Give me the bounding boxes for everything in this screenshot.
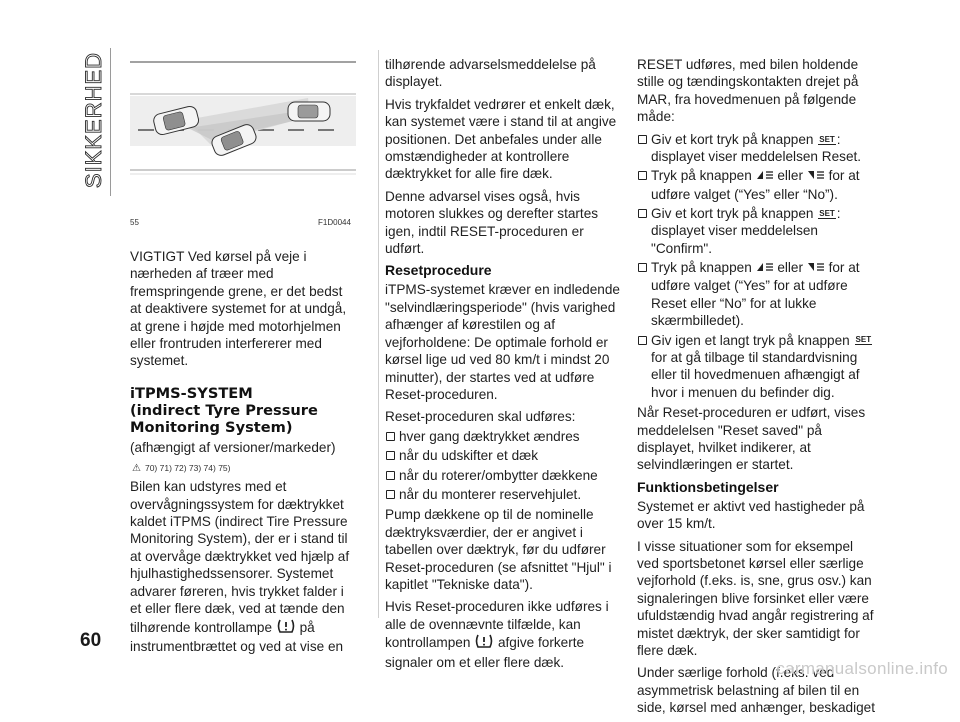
warning-triangle-icon: ⚠ [132,462,141,474]
set-button-icon: SET [855,335,872,345]
paragraph: Systemet er aktivt ved hastigheder på over 15 km/t. [637,498,865,532]
section-subtitle: (afhængigt af versioner/markeder) [130,439,336,455]
bullet-icon [386,471,395,480]
bullet-icon [386,451,395,460]
warning-notes: ⚠ 70) 71) 72) 73) 74) 75) [132,461,356,475]
column-1 [130,248,356,660]
paragraph: tilhørende advarselsmeddelelse på displayet. [385,57,596,90]
section-divider [110,48,111,196]
operating-conditions-heading: Funktionsbetingelser [637,478,779,495]
list-item: når du udskifter et dæk [385,447,621,464]
up-button-icon [756,260,774,277]
paragraph: Hvis Reset-proceduren ikke udføres i alle de ovennævnte tilfælde, kan kontrollampen afgive forkerte signaler om et eller flere dæk. [385,599,609,670]
paragraph: Pump dækkene op til de nominelle dæktryksværdier, der er angivet i tabellen over dæktryk, før du udfører Reset-proceduren (se afsnittet "Hjul" i kapitlet "Tekniske data"). [385,507,612,592]
up-button-icon [756,168,774,185]
road-illustration [130,52,356,217]
figure-number: 55 [130,218,139,227]
column-2 [385,56,621,676]
paragraph: I visse situationer som for eksempel ved sportsbetonet kørsel eller særlige vejforhold (f.eks. is, sne, grus osv.) kan signaleringen blive forsinket eller være ufuldstændig hvad angår registrering af mistet dæktryk, der sker samtidigt for flere dæk. [637,538,874,658]
tire-pressure-warning-icon [474,633,494,653]
section-heading: iTPMS-SYSTEM (indirect Tyre Pressure Monitoring System) [130,384,318,436]
list-item: når du monterer reservehjulet. [385,486,621,503]
paragraph: Når Reset-proceduren er udført, vises meddelelsen "Reset saved" på displayet, hvilket indikerer, at selvindlæringen er startet. [637,405,866,473]
list-item: Giv et kort tryk på knappen SET : displayet viser meddelelsen Reset. [637,131,877,166]
bullet-icon [386,432,395,441]
down-button-icon [807,168,825,185]
paragraph: RESET udføres, med bilen holdende stille og tændingskontakten drejet på MAR, fra hovedmenuen på følgende måde: [637,57,859,125]
car-front [288,102,330,121]
down-button-icon [807,260,825,277]
tire-pressure-warning-icon [276,618,296,638]
bullet-icon [638,171,647,180]
set-button-icon: SET [819,134,835,144]
paragraph: Denne advarsel vises også, hvis motoren slukkes og derefter startes igen, indtil RESET-proceduren er udført. [385,188,599,257]
figure-code: F1D0044 [318,218,351,227]
important-note: VIGTIGT Ved kørsel på veje i nærheden af træer med fremspringende grene, er det bedst at deaktivere systemet for at undgå, at grene i højde med motorhjelmen eller frontruden interfererer med systemet. [130,249,347,369]
set-button-icon: SET [819,208,835,218]
list-item: når du roterer/ombytter dækkene [385,467,621,484]
page-number: 60 [80,630,102,651]
bullet-icon [638,135,647,144]
bullet-icon [638,209,647,218]
watermark: carmanualsonline.info [776,659,948,678]
paragraph: Reset-proceduren skal udføres: [385,409,576,425]
list-item: Giv et kort tryk på knappen SET : displayet viser meddelelsen "Confirm". [637,205,877,257]
column-3 [637,56,877,722]
section-label: SIKKERHED [81,51,106,189]
paragraph: Under særlige forhold (f.eks. ved asymmetrisk belastning af bilen til en side, kørsel med anhænger, beskadiget [637,665,876,716]
reset-procedure-heading: Resetprocedure [385,262,492,279]
bullet-icon [386,490,395,499]
list-item: Tryk på knappen eller for at udføre valget (“Yes” eller “No”). [637,167,877,203]
list-item: hver gang dæktrykket ændres [385,428,621,445]
figure-illustration [130,52,356,217]
bullet-icon [638,336,647,345]
list-item: Tryk på knappen eller for at udføre valget (“Yes” for at udføre Reset eller “No” for at lukke skærmbilledet). [637,259,877,329]
column-divider [378,50,379,618]
reset-conditions-list [385,428,621,504]
list-item: Giv igen et langt tryk på knappen SET for at gå tilbage til standardvisning eller til hovedmenuen afhængigt af hvor i menuen du befinder dig. [637,332,877,402]
paragraph: iTPMS-systemet kræver en indledende "selvindlæringsperiode" (hvis varighed afhænger af kørestilen og af vejforholdene: De optimale forhold er kørsel lige ud ved 80 km/t i mindst 20 minutter), der startes ved at udføre Reset-proceduren. [385,282,620,402]
itpms-description: Bilen kan udstyres med et overvågningssystem for dæktrykket kaldet iTPMS (indirect Tire Pressure Monitoring System), der er i stand til at overvåge dæktrykket ved hjælp af hjulhastighedssensorer. Systemet advarer føreren, hvis trykket falder i et eller flere dæk, ved at tænde den tilhørende kontrollampe på instrumentbrættet og ved at vise en [130,479,350,654]
bullet-icon [638,263,647,272]
paragraph: Hvis trykfaldet vedrører et enkelt dæk, kan systemet være i stand til at angive positionen. Det anbefales under alle omstændigheder at kontrollere dæktrykket for alle fire dæk. [385,96,617,182]
